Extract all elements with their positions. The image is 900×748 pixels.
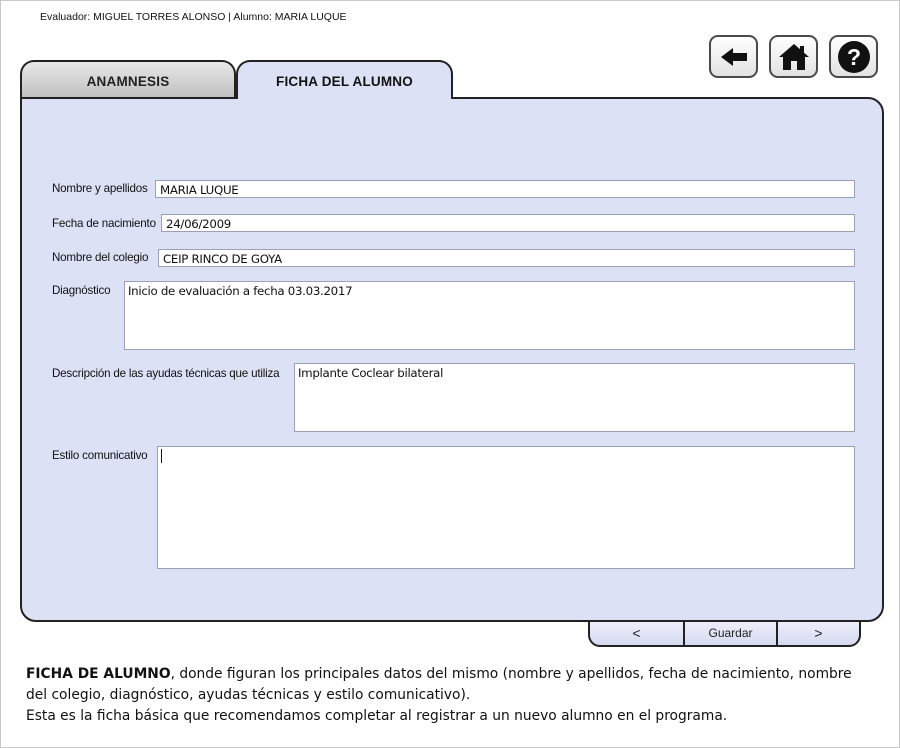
diagnostico-field[interactable]: Inicio de evaluación a fecha 03.03.2017 (124, 281, 855, 350)
tab-ficha-del-alumno[interactable]: FICHA DEL ALUMNO (236, 60, 453, 99)
colegio-field[interactable]: CEIP RINCO DE GOYA (158, 249, 855, 267)
evaluator-student-info: Evaluador: MIGUEL TORRES ALONSO | Alumno: MARIA LUQUE (40, 11, 347, 23)
home-icon (778, 42, 810, 72)
caption-line-2: Esta es la ficha básica que recomendamos completar al registrar a un nuevo alumno en el programa. (26, 708, 728, 724)
previous-button[interactable]: < (590, 620, 685, 645)
diagnostico-label: Diagnóstico (52, 284, 111, 297)
next-button[interactable]: > (814, 624, 823, 641)
tab-anamnesis[interactable]: ANAMNESIS (20, 60, 236, 100)
colegio-label: Nombre del colegio (52, 251, 149, 264)
back-button[interactable] (709, 35, 758, 78)
description-caption (26, 664, 876, 727)
estilo-comunicativo-field[interactable] (157, 446, 855, 569)
student-form-panel (20, 97, 884, 622)
arrow-left-icon (719, 46, 749, 68)
ayudas-tecnicas-field[interactable]: Implante Coclear bilateral (294, 363, 855, 432)
fecha-nacimiento-field[interactable]: 24/06/2009 (161, 214, 855, 232)
text-caret (161, 449, 162, 463)
caption-line-1 (26, 666, 852, 703)
estilo-comunicativo-label: Estilo comunicativo (52, 449, 148, 462)
fecha-nacimiento-label: Fecha de nacimiento (52, 217, 156, 230)
pager-bar (588, 620, 861, 647)
caption-title: FICHA DE ALUMNO (26, 666, 171, 682)
nombre-label: Nombre y apellidos (52, 182, 148, 195)
help-button[interactable] (829, 35, 878, 78)
nombre-field[interactable]: MARIA LUQUE (155, 180, 855, 198)
svg-text:?: ? (846, 43, 861, 70)
save-button[interactable]: Guardar (685, 620, 778, 645)
ayudas-tecnicas-label: Descripción de las ayudas técnicas que utiliza (52, 367, 280, 380)
caption-line-1-text: , donde figuran los principales datos del mismo (nombre y apellidos, fecha de nacimiento, nombre del colegio, diagnóstico, ayudas técnicas y estilo comunicativo). (26, 666, 852, 703)
help-icon (837, 40, 871, 74)
home-button[interactable] (769, 35, 818, 78)
